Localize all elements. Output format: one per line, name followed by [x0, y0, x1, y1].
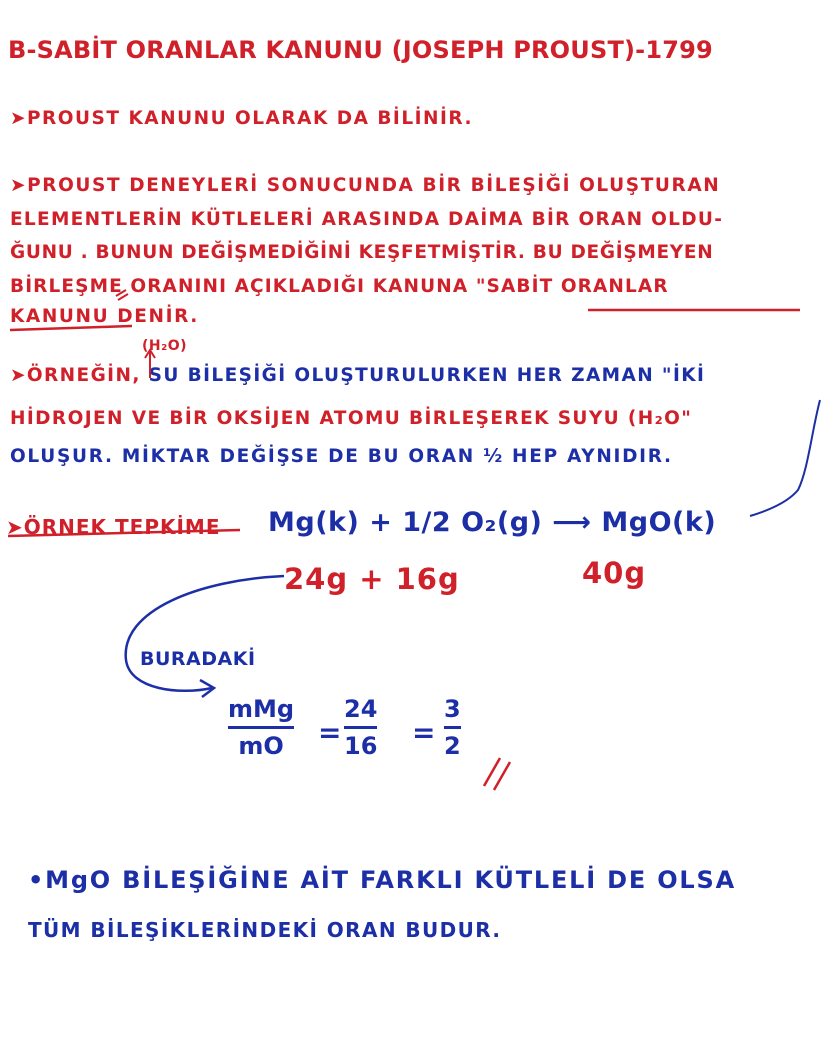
paragraph2-line5-rest: DENİR.: [109, 306, 199, 327]
water-annotation: (H₂O): [142, 338, 188, 354]
paragraph3-line1-rest: SU BİLEŞİĞİ OLUŞTURULURKEN HER ZAMAN "İKİ: [148, 365, 706, 386]
note-label: BURADAKİ: [140, 648, 256, 670]
intro-line: ➤PROUST KANUNU OLARAK DA BİLİNİR.: [10, 108, 473, 129]
fraction-24-16-denominator: 16: [344, 732, 378, 760]
mass-right: 40g: [582, 556, 647, 590]
paragraph2-line3: ĞUNU . BUNUN DEĞİŞMEDİĞİNİ KEŞFETMİŞTİR. BU DEĞİŞMEYEN: [10, 242, 714, 263]
correction-tick: [116, 290, 128, 300]
fraction-3-2-denominator: 2: [444, 732, 461, 760]
fraction-24-16-numerator: 24: [344, 695, 378, 723]
paragraph2-line1: ➤PROUST DENEYLERİ SONUCUNDA BİR BİLEŞİĞİ OLUŞTURAN: [10, 175, 721, 196]
mass-left: 24g + 16g: [284, 562, 460, 596]
paragraph2-line2: ELEMENTLERİN KÜTLELERİ ARASINDA DAİMA BİR ORAN OLDU-: [10, 209, 724, 230]
example-label: ➤ÖRNEK TEPKİME: [6, 515, 221, 539]
fraction-mass-ratio-numerator: mMg: [228, 695, 295, 723]
paragraph2-line4-main: BİRLEŞME ORANINI AÇIKLADIĞI KANUNA: [10, 276, 476, 297]
curved-arrow-icon: [126, 576, 284, 691]
paragraph3-line2: HİDROJEN VE BİR OKSİJEN ATOMU BİRLEŞEREK SUYU (H₂O": [10, 408, 693, 429]
fraction-3-2-numerator: 3: [444, 695, 461, 723]
law-underline-2: [10, 326, 132, 330]
conclusion-line1: •MgO BİLEŞİĞİNE AİT FARKLI KÜTLELİ DE OLSA: [28, 866, 736, 894]
law-term-part1: "SABİT ORANLAR: [475, 276, 669, 297]
example-underline: [8, 530, 240, 536]
page-title: B-SABİT ORANLAR KANUNU (JOSEPH PROUST)-1799: [8, 36, 713, 64]
law-term-part2: KANUNU: [10, 306, 110, 327]
reaction-equation: Mg(k) + 1/2 O₂(g) ⟶ MgO(k): [268, 507, 717, 538]
conclusion-line2: TÜM BİLEŞİKLERİNDEKİ ORAN BUDUR.: [28, 918, 502, 942]
annotation-arrow: [145, 350, 155, 378]
example-lead: ➤ÖRNEĞİN,: [10, 365, 149, 386]
equals-sign-2: =: [412, 716, 436, 749]
fraction-mass-ratio-denominator: mO: [238, 732, 284, 760]
paragraph3-line3: OLUŞUR. MİKTAR DEĞİŞSE DE BU ORAN ½ HEP AYNIDIR.: [10, 446, 673, 467]
final-marks: [484, 758, 510, 790]
margin-bracket-icon: [750, 400, 820, 516]
equals-sign-1: =: [318, 716, 342, 749]
